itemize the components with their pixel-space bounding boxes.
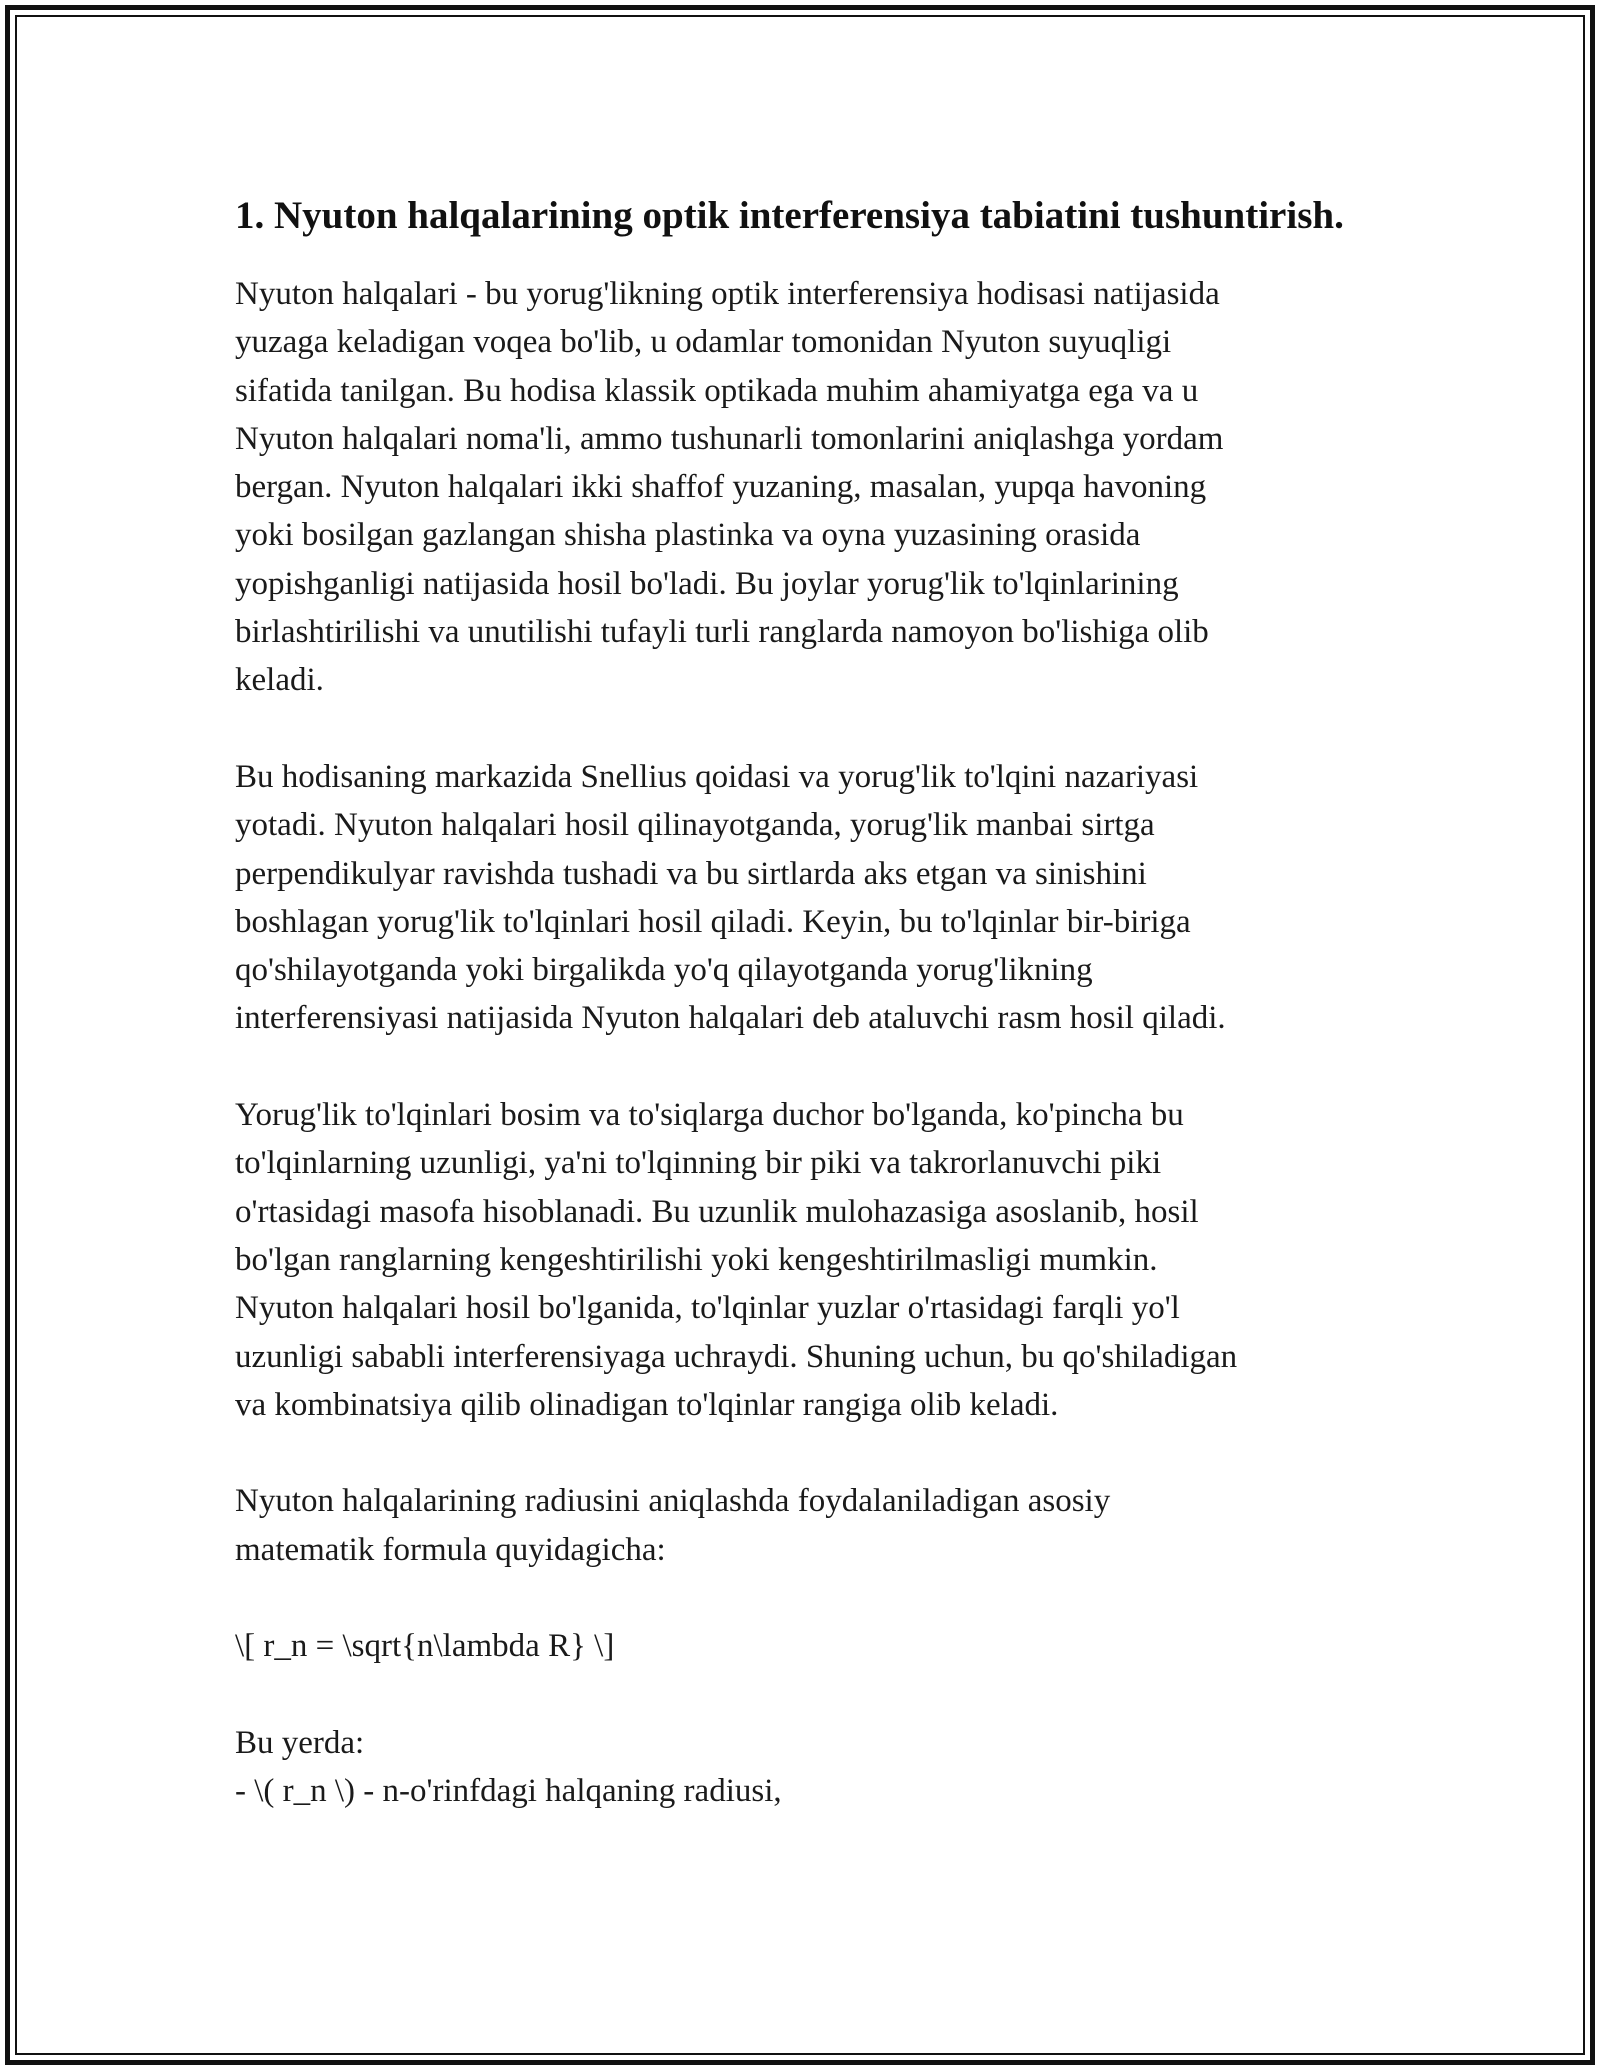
paragraph-formula-intro: Nyuton halqalarining radiusini aniqlashda foydalaniladigan asosiy matematik formula quyidagicha: xyxy=(235,1483,1111,1568)
paragraph-gap xyxy=(235,1043,1365,1091)
paragraph-definitions: Bu yerda: - \( r_n \) - n-o'rinfdagi halqaning radiusi, xyxy=(235,1724,782,1810)
paragraph-gap xyxy=(235,1429,1365,1477)
paragraph-intro: Nyuton halqalari - bu yorug'likning optik interferensiya hodisasi natijasida yuzaga keladigan voqea bo'lib, u odamlar tomonidan Nyuton suyuqligi sifatida tanilgan. Bu hodisa klassik optikada muhim ahamiyatga ega va u Nyuton halqalari noma'li, ammo tushunarli tomonlarini aniqlashga yordam bergan. Nyuton halqalari ikki shaffof yuzaning, masalan, yupqa havoning yoki bosilgan gazlangan shisha plastinka va oyna yuzasining orasida yopishganligi natijasida hosil bo'ladi. Bu joylar yorug'lik to'lqinlarining birlashtirilishi va unutilishi tufayli turli ranglarda namoyon bo'lishiga olib keladi. xyxy=(235,276,1224,699)
document-body xyxy=(235,188,1365,1816)
section-heading: 1. Nyuton halqalarining optik interferensiya tabiatini tushuntirish. xyxy=(235,194,1344,237)
paragraph-snellius: Bu hodisaning markazida Snellius qoidasi va yorug'lik to'lqini nazariyasi yotadi. Nyuton halqalari hosil qilinayotganda, yorug'lik manbai sirtga perpendikulyar ravishda tushadi va bu sirtlarda aks etgan va sinishini boshlagan yorug'lik to'lqinlari hosil qiladi. Keyin, bu to'lqinlar bir-biriga qo'shilayotganda yoki birgalikda yo'q qilayotganda yorug'likning interferensiyasi natijasida Nyuton halqalari deb ataluvchi rasm hosil qiladi. xyxy=(235,758,1226,1037)
paragraph-gap xyxy=(235,705,1365,753)
paragraph-gap xyxy=(235,1574,1365,1622)
formula-line: \[ r_n = \sqrt{n\lambda R} \] xyxy=(235,1628,615,1665)
paragraph-gap xyxy=(235,1671,1365,1719)
paragraph-wavelength: Yorug'lik to'lqinlari bosim va to'siqlarga duchor bo'lganda, ko'pincha bu to'lqinlarning uzunligi, ya'ni to'lqinning bir piki va takrorlanuvchi piki o'rtasidagi masofa hisoblanadi. Bu uzunlik mulohazasiga asoslanib, hosil bo'lgan ranglarning kengeshtirilishi yoki kengeshtirilmasligi mumkin. Nyuton halqalari hosil bo'lganida, to'lqinlar yuzlar o'rtasidagi farqli yo'l uzunligi sababli interferensiyaga uchraydi. Shuning uchun, bu qo'shiladigan va kombinatsiya qilib olinadigan to'lqinlar rangiga olib keladi. xyxy=(235,1097,1238,1423)
